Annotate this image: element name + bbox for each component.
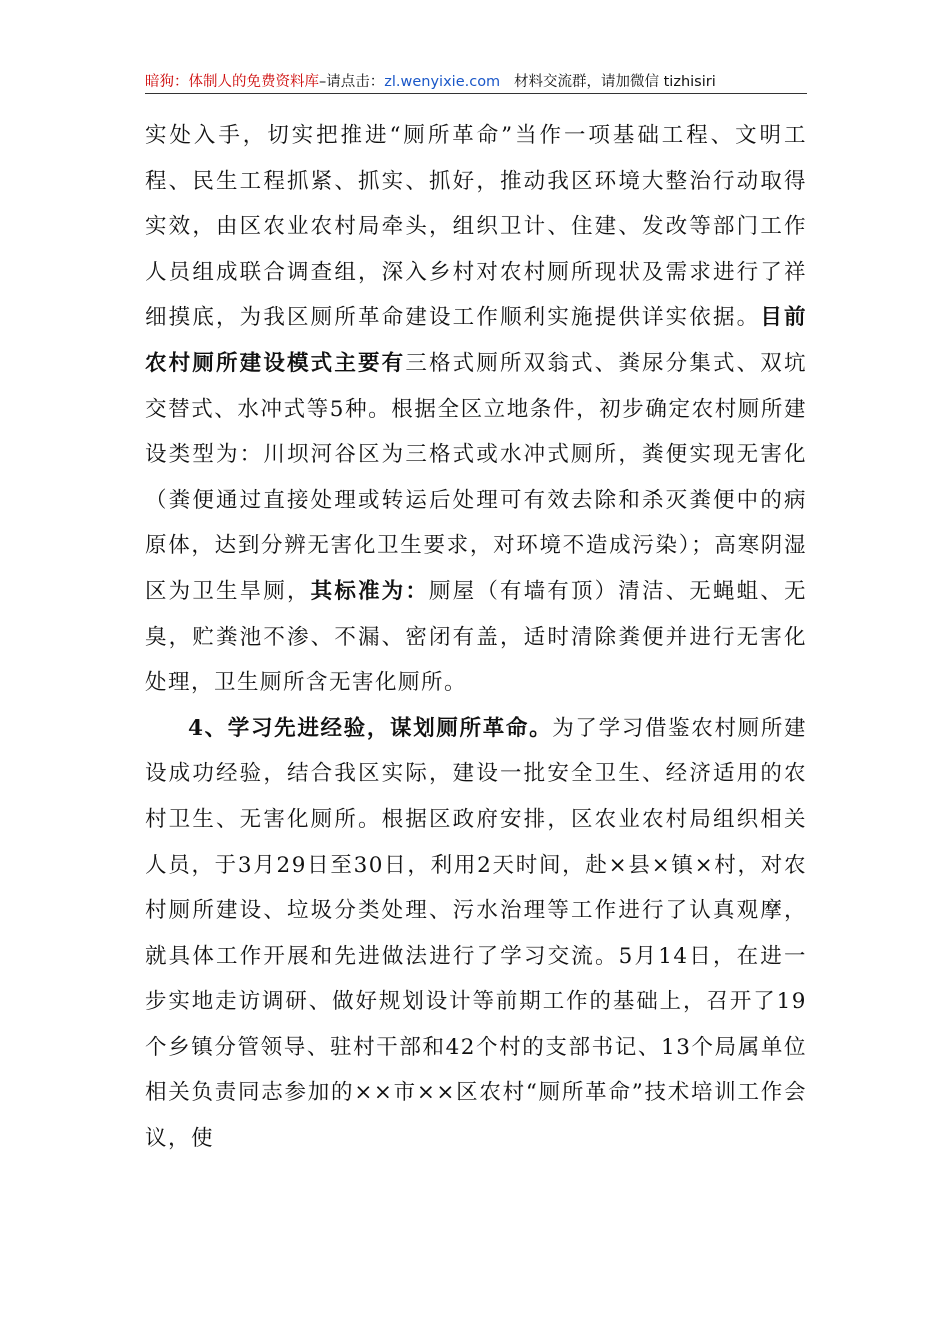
bold-phrase-construction-modes: 目前农村厕所建设模式主要有 bbox=[145, 305, 807, 376]
header-wechat-note: 材料交流群，请加微信 tizhisiri bbox=[514, 74, 716, 90]
document-body bbox=[145, 113, 807, 1162]
paragraph-2 bbox=[145, 706, 807, 1162]
paragraph-segment: 实处入手，切实把推进“厕所革命”当作一项基础工程、文明工程、民生工程抓紧、抓实、抓好，推动我区环境大整治行动取得实效，由区农业农村局牵头，组织卫计、住建、发改等部门工作人员组成联合调查组，深入乡村对农村厕所现状及需求进行了祥细摸底，为我区厕所革命建设工作顺利实施提供详实依据。 bbox=[145, 123, 807, 331]
header-url-link[interactable]: zl.wenyixie.com bbox=[384, 74, 501, 90]
section-heading-4: 4、学习先进经验，谋划厕所革命。 bbox=[188, 715, 553, 741]
paragraph-segment: 三格式厕所双翁式、粪尿分集式、双坑交替式、水冲式等5种。根据全区立地条件，初步确定农村厕所建设类型为：川坝河谷区为三格式或水冲式厕所，粪便实现无害化（粪便通过直接处理或转运后处理可有效去除和杀灭粪便中的病原体，达到分辨无害化卫生要求，对环境不造成污染）；高寒阴湿区为卫生旱厕， bbox=[145, 350, 807, 604]
paragraph-segment: 厕屋（有墙有顶）清洁、无蝇蛆、无臭，贮粪池不渗、不漏、密闭有盖，适时清除粪便并进行无害化处理，卫生厕所含无害化厕所。 bbox=[145, 578, 807, 696]
page-header bbox=[145, 70, 807, 91]
header-brand: 暗狗：体制人的免费资料库 bbox=[145, 74, 319, 90]
header-prompt: –请点击： bbox=[319, 74, 385, 90]
header-divider bbox=[145, 93, 807, 94]
bold-phrase-standard: 其标准为： bbox=[310, 578, 429, 604]
paragraph-segment: 为了学习借鉴农村厕所建设成功经验，结合我区实际，建设一批安全卫生、经济适用的农村卫生、无害化厕所。根据区政府安排，区农业农村局组织相关人员，于3月29日至30日，利用2天时间，赴×县×镇×村，对农村厕所建设、垃圾分类处理、污水治理等工作进行了认真观摩，就具体工作开展和先进做法进行了学习交流。5月14日，在进一步实地走访调研、做好规划设计等前期工作的基础上，召开了19个乡镇分管领导、驻村干部和42个村的支部书记、13个局属单位相关负责同志参加的××市××区农村“厕所革命”技术培训工作会议，使 bbox=[145, 715, 807, 1152]
paragraph-1 bbox=[145, 113, 807, 706]
